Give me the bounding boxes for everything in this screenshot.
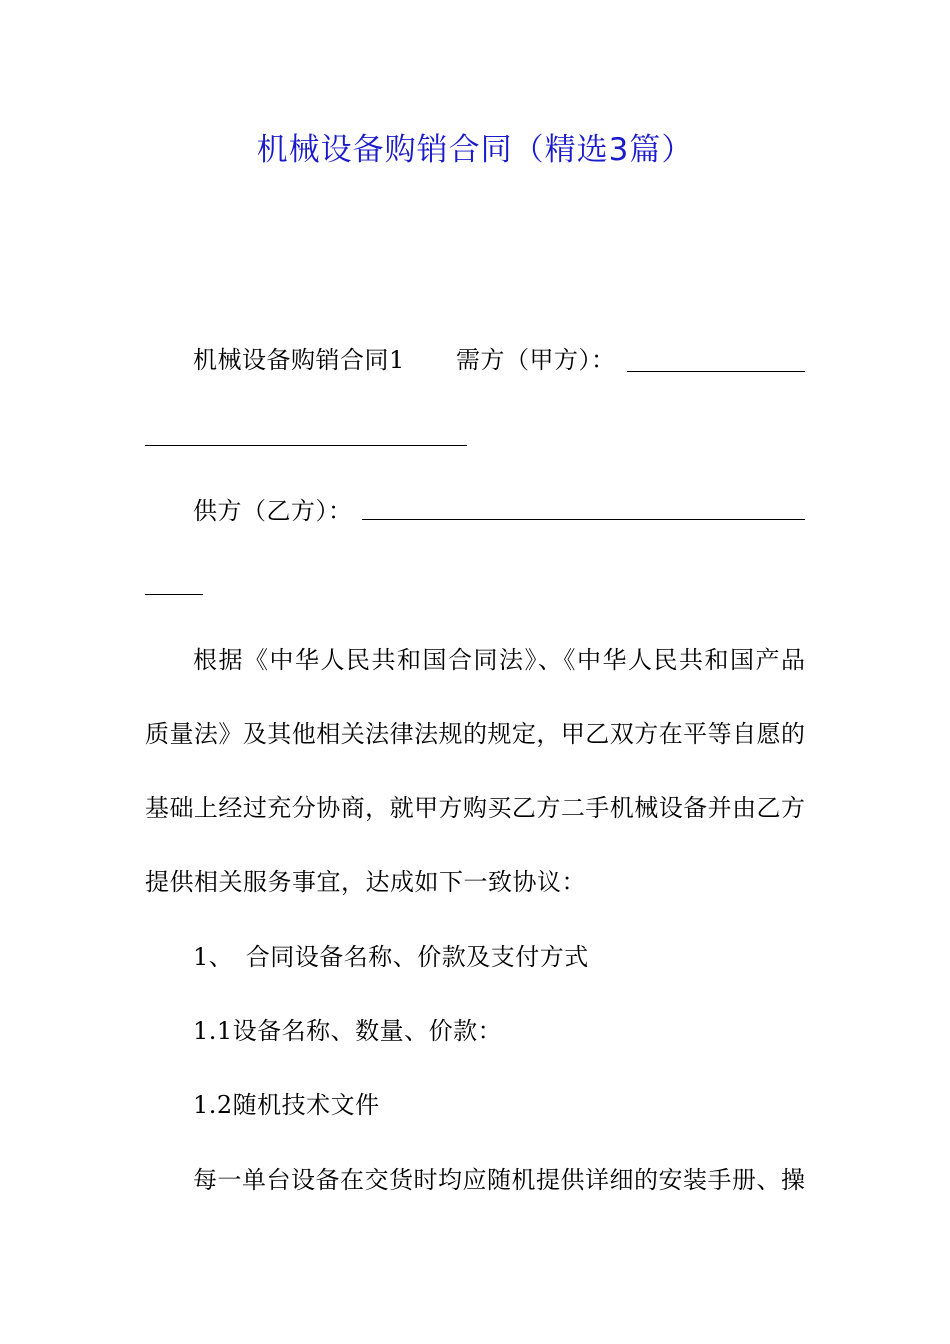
buyer-label: 需方（甲方）： <box>456 346 616 374</box>
body-text-line: 每一单台设备在交货时均应随机提供详细的安装手册、操 <box>193 1166 805 1194</box>
intro-line: 基础上经过充分协商，就甲方购买乙方二手机械设备并由乙方 <box>145 794 805 822</box>
subsection-heading: 1.2随机技术文件 <box>193 1091 380 1119</box>
document-title: 机械设备购销合同（精选3篇） <box>256 132 694 168</box>
seller-blank-line-continued <box>145 594 203 595</box>
intro-line: 根据《中华人民共和国合同法》、《中华人民共和国产品 <box>193 646 805 674</box>
intro-line: 质量法》及其他相关法律法规的规定，甲乙双方在平等自愿的 <box>145 720 805 748</box>
buyer-blank-line <box>627 371 805 372</box>
section-heading: 1、 合同设备名称、价款及支付方式 <box>193 943 589 971</box>
intro-line: 提供相关服务事宜，达成如下一致协议： <box>145 868 586 896</box>
subsection-heading: 1.1设备名称、数量、价款： <box>193 1017 503 1045</box>
seller-label: 供方（乙方）： <box>193 497 353 525</box>
buyer-blank-line-continued <box>145 445 467 446</box>
contract-heading: 机械设备购销合同1 <box>193 346 405 374</box>
seller-blank-line <box>362 519 805 520</box>
